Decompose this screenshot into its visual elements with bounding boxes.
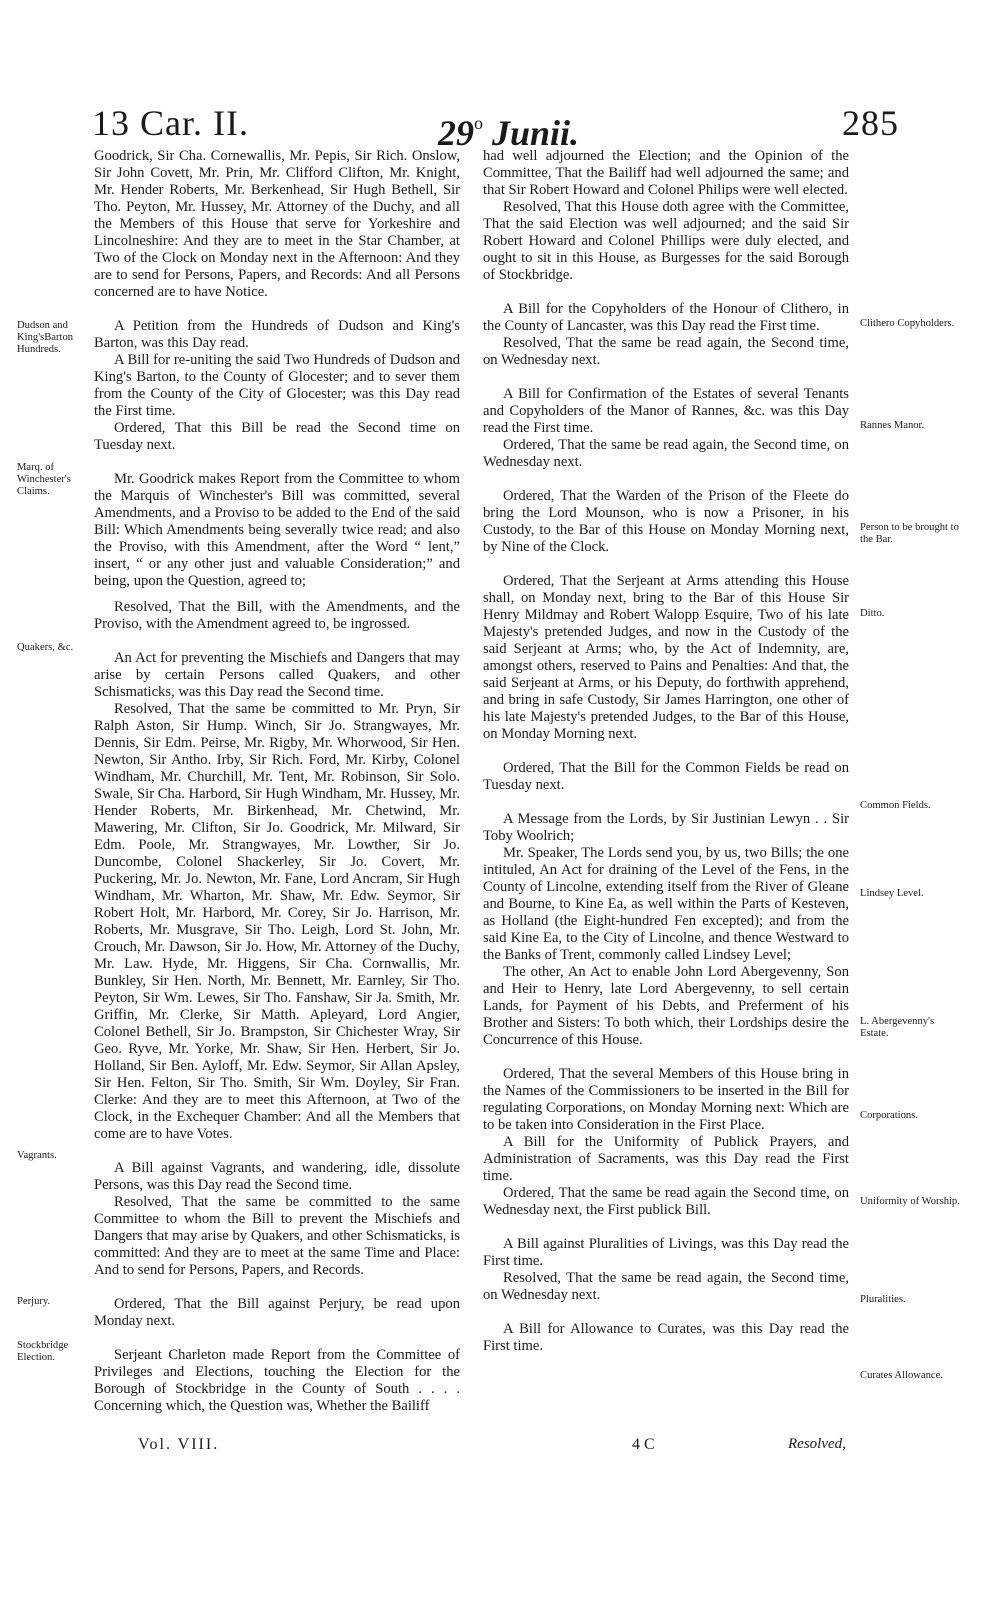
paragraph: An Act for preventing the Mischiefs and Dangers that may arise by certain Persons called Quakers, and other Schismaticks, was this Day read the Second time. [94, 650, 460, 700]
margin-note: Pluralities. [860, 1294, 906, 1305]
paragraph: Ordered, That the Bill against Perjury, be read upon Monday next. [94, 1296, 460, 1329]
paragraph: Goodrick, Sir Cha. Cornewallis, Mr. Pepis, Sir Rich. Onslow, Sir John Covett, Mr. Prin, Mr. Clifford Clifton, Mr. Knight, Mr. Hender Roberts, Mr. Berkenhead, Sir Hugh Bethell, Sir Tho. Peyton, Mr. Hussey, Mr. Attorney of the Duchy, and all the Members of this House that serve for Yorkeshire and Lincolneshire: And they are to meet in the Star Chamber, at Two of the Clock on Monday next in the Afternoon: And they are to send for Persons, Papers, and Records: And all Persons concerned are to have Notice. [94, 148, 460, 300]
margin-note: Person to be brought to the Bar. [860, 522, 959, 545]
paragraph: A Bill against Pluralities of Livings, was this Day read the First time. [483, 1236, 849, 1269]
paragraph: Ordered, That the Bill for the Common Fields be read on Tuesday next. [483, 760, 849, 793]
paragraph: Serjeant Charleton made Report from the Committee of Privileges and Elections, touching the Election for the Borough of Stockbridge in the County of South . . . . Concerning which, the Question was, Whether the Bailiff [94, 1347, 460, 1414]
paragraph: had well adjourned the Election; and the Opinion of the Committee, That the Bailiff had well adjourned the same; and that Sir Robert Howard and Colonel Philips were well elected. [483, 148, 849, 198]
margin-note: L. Abergevenny's Estate. [860, 1016, 935, 1039]
signature-mark: 4 C [632, 1436, 655, 1453]
date-day: 29 [438, 113, 474, 153]
paragraph: Mr. Speaker, The Lords send you, by us, two Bills; the one intituled, An Act for draining of the Level of the Fens, in the County of Lincolne, extending itself from the River of Gleane and Bourne, to Kine Ea, as well within the Parts of Kesteven, as Holland (the Eight-hundred Fen excepted); and from the said Kine Ea, to the City of Lincolne, and thence Westward to the Banks of Trent, commonly called Lindsey Level; [483, 845, 849, 963]
left-column [94, 148, 460, 1415]
paragraph: Ordered, That this Bill be read the Second time on Tuesday next. [94, 420, 460, 453]
date-ordinal: o [474, 113, 483, 133]
paragraph: Resolved, That the Bill, with the Amendments, and the Proviso, with the Amendment agreed to, be ingrossed. [94, 599, 460, 632]
margin-note: Dudson and King'sBarton Hundreds. [17, 320, 74, 355]
paragraph: A Message from the Lords, by Sir Justinian Lewyn . . Sir Toby Woolrich; [483, 811, 849, 844]
margin-note: Uniformity of Worship. [860, 1196, 960, 1207]
right-column [483, 148, 849, 1355]
margin-note: Quakers, &c. [17, 642, 74, 653]
paragraph: Ordered, That the Warden of the Prison of the Fleete do bring the Lord Mounson, who is now a Prisoner, in his Custody, to the Bar of this House on Monday Morning next, by Nine of the Clock. [483, 488, 849, 555]
paragraph: A Bill for Confirmation of the Estates of several Tenants and Copyholders of the Manor of Rannes, &c. was this Day read the First time. [483, 386, 849, 436]
paragraph: A Petition from the Hundreds of Dudson and King's Barton, was this Day read. [94, 318, 460, 351]
margin-note: Curates Allowance. [860, 1370, 943, 1381]
paragraph: Mr. Goodrick makes Report from the Committee to whom the Marquis of Winchester's Bill was committed, several Amendments, and a Proviso to be added to the End of the said Bill: Which Amendments being severally twice read; and also the Proviso, with this Amendment, after the Word “ lent,” insert, “ or any other just and valuable Consideration;” and being, upon the Question, agreed to; [94, 471, 460, 589]
margin-note: Clithero Copyholders. [860, 318, 955, 329]
paragraph: Ordered, That the same be read again the Second time, on Wednesday next, the First publick Bill. [483, 1185, 849, 1218]
paragraph: Resolved, That the same be read again, the Second time, on Wednesday next. [483, 1270, 849, 1303]
paragraph: The other, An Act to enable John Lord Abergevenny, Son and Heir to Henry, late Lord Abergevenny, to sell certain Lands, for Payment of his Debts, and Preferment of his Brother and Sisters: To both which, their Lordships desire the Concurrence of this House. [483, 964, 849, 1048]
margin-note: Ditto. [860, 608, 885, 619]
margin-note: Marq. of Winchester's Claims. [17, 462, 71, 497]
paragraph: A Bill for the Uniformity of Publick Prayers, and Administration of Sacraments, was this Day read the First time. [483, 1134, 849, 1184]
margin-note: Rannes Manor. [860, 420, 925, 431]
date-month: Junii. [492, 113, 580, 153]
catchword: Resolved, [788, 1436, 846, 1452]
paragraph: Resolved, That this House doth agree with the Committee, That the said Election was well adjourned; and the said Sir Robert Howard and Colonel Phillips were duly elected, and ought to sit in this House, as Burgesses for the said Borough of Stockbridge. [483, 199, 849, 283]
margin-note: Stockbridge Election. [17, 1340, 69, 1363]
margin-note: Lindsey Level. [860, 888, 924, 899]
paragraph: Resolved, That the same be read again, the Second time, on Wednesday next. [483, 335, 849, 368]
margin-note: Corporations. [860, 1110, 918, 1121]
page-number: 285 [842, 103, 899, 143]
paragraph: Resolved, That the same be committed to the same Committee to whom the Bill to prevent the Mischiefs and Dangers that may arise by Quakers, and other Schismaticks, is committed: And they are to meet at the same Time and Place: And to send for Persons, Papers, and Records. [94, 1194, 460, 1278]
paragraph: A Bill for Allowance to Curates, was this Day read the First time. [483, 1321, 849, 1354]
margin-note: Vagrants. [17, 1150, 57, 1161]
paragraph: Ordered, That the several Members of this House bring in the Names of the Commissioners to be inserted in the Bill for regulating Corporations, on Monday Morning next: Which are to be taken into Consideration in the First Place. [483, 1066, 849, 1133]
paragraph: Ordered, That the Serjeant at Arms attending this House shall, on Monday next, bring to the Bar of this House Sir Henry Mildmay and Robert Walopp Esquire, Two of his late Majesty's pretended Judges, and now in the Custody of the said Serjeant at Arms; who, by the Act of Indemnity, are, amongst others, reserved to Pains and Penalties: And that, the said Serjeant at Arms, or his Deputy, do forthwith apprehend, and bring in safe Custody, Sir James Harrington, one other of his late Majesty's pretended Judges, to the Bar of this House, on Monday Morning next. [483, 573, 849, 742]
regnal-year: 13 Car. II. [92, 103, 249, 143]
page-header [0, 100, 992, 153]
margin-note: Common Fields. [860, 800, 931, 811]
margin-note: Perjury. [17, 1296, 51, 1307]
paragraph: Ordered, That the same be read again, the Second time, on Wednesday next. [483, 437, 849, 470]
volume-number: Vol. VIII. [138, 1436, 220, 1453]
paragraph: Resolved, That the same be committed to Mr. Pryn, Sir Ralph Aston, Sir Hump. Winch, Sir Jo. Strangwayes, Mr. Dennis, Sir Edm. Peirse, Mr. Rigby, Mr. Whorwood, Sir Hen. Newton, Sir Antho. Irby, Sir Rich. Ford, Mr. Kirby, Colonel Windham, Mr. Churchill, Mr. Tent, Mr. Robinson, Sir Solo. Swale, Sir Cha. Harbord, Sir Hugh Windham, Mr. Hussey, Mr. Hender Roberts, Mr. Birkenhead, Mr. Chetwind, Mr. Mawering, Mr. Clifton, Sir Jo. Goodrick, Mr. Milward, Sir Edm. Poole, Mr. Strangwayes, Mr. Lowther, Sir Jo. Duncombe, Colonel Shackerley, Sir Jo. Covert, Mr. Puckering, Mr. Jo. Newton, Mr. Fane, Lord Ancram, Sir Hugh Windham, Mr. Wharton, Mr. Shaw, Mr. Edw. Seymor, Sir Robert Holt, Mr. Harbord, Mr. Corey, Sir Jo. Harrison, Mr. Roberts, Mr. Musgrave, Sir Tho. Leigh, Lord St. John, Mr. Crouch, Mr. Dawson, Sir Jo. How, Mr. Attorney of the Duchy, Mr. Law. Hyde, Mr. Higgens, Sir Cha. Cornwallis, Mr. Bunkley, Sir Hen. North, Mr. Bennett, Mr. Earnley, Sir Tho. Peyton, Sir Wm. Lewes, Sir Tho. Fanshaw, Sir Ja. Smith, Mr. Griffin, Mr. Clerke, Sir Matth. Apleyard, Lord Angier, Colonel Bethell, Sir Jo. Brampston, Sir Chichester Wray, Sir Geo. Ryve, Mr. Yorke, Mr. Shaw, Sir Hen. Herbert, Sir Jo. Holland, Sir Ben. Ayloff, Mr. Edw. Seymor, Sir Allan Apsley, Sir Hen. Felton, Sir Tho. Smith, Sir Wm. Doyley, Sir Fran. Clerke: And they are to meet this Afternoon, at Two of the Clock, in the Exchequer Chamber: And all the Members that come are to have Votes. [94, 701, 460, 1142]
paragraph: A Bill for the Copyholders of the Honour of Clithero, in the County of Lancaster, was this Day read the First time. [483, 301, 849, 334]
paragraph: A Bill for re-uniting the said Two Hundreds of Dudson and King's Barton, to the County of Glocester; and to sever them from the County of the City of Glocester; was this Day read the First time. [94, 352, 460, 419]
paragraph: A Bill against Vagrants, and wandering, idle, dissolute Persons, was this Day read the Second time. [94, 1160, 460, 1193]
